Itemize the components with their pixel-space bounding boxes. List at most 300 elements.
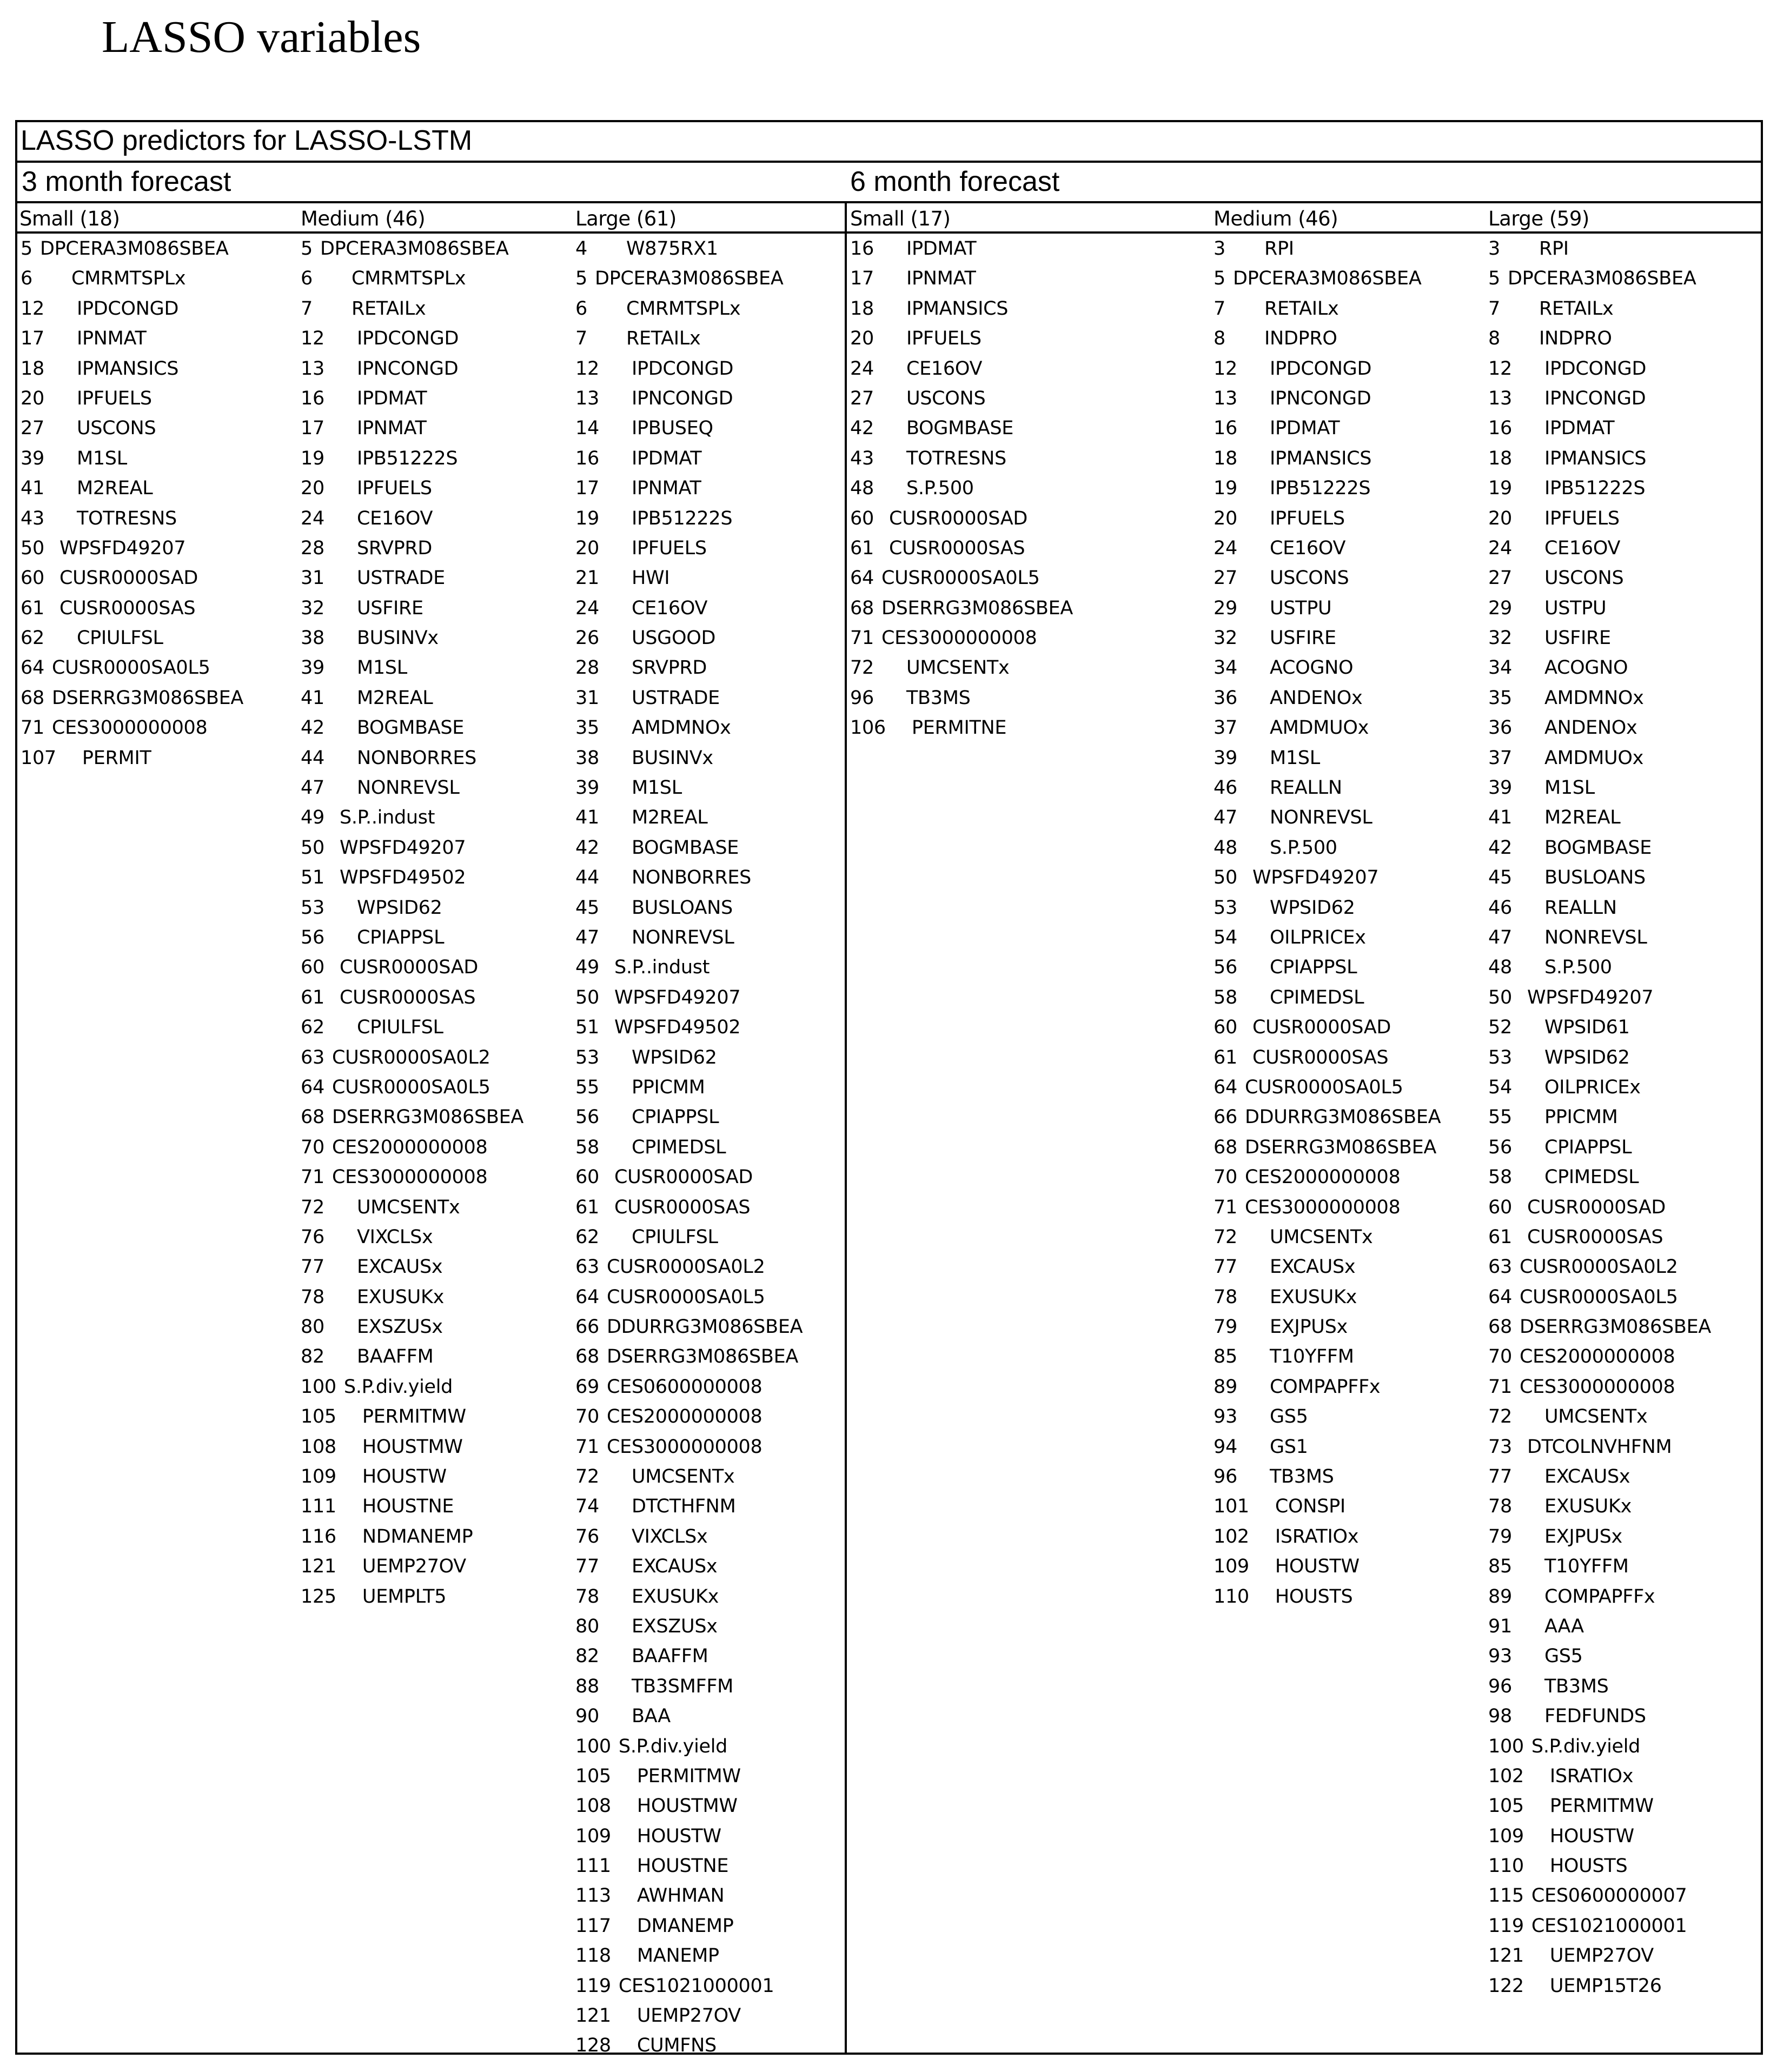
variable-name: USGOOD (631, 627, 716, 649)
variable-name: CES0600000007 (1531, 1885, 1687, 1907)
variable-number: 32 (1214, 627, 1237, 649)
document-title: LASSO variables (102, 12, 421, 62)
variable-name: EXCAUSx (631, 1556, 718, 1578)
variable-number: 12 (301, 328, 324, 350)
variable-row (301, 563, 523, 593)
variable-row (21, 534, 243, 563)
variable-number: 68 (1488, 1316, 1512, 1338)
variable-number: 61 (1214, 1046, 1237, 1068)
variable-number: 5 (1214, 268, 1225, 290)
variable-number: 77 (1214, 1256, 1237, 1278)
variable-row (1214, 1582, 1441, 1612)
variable-row (1488, 1851, 1711, 1881)
variable-number: 49 (301, 807, 324, 829)
variable-row (1488, 1941, 1711, 1971)
variable-name: CE16OV (906, 357, 983, 380)
variable-name: UEMPLT5 (362, 1585, 447, 1608)
variable-name: W875RX1 (626, 238, 718, 260)
variable-name: ACOGNO (1269, 657, 1354, 679)
variable-row (1488, 743, 1711, 773)
variable-row (1214, 1103, 1441, 1132)
variable-name: HOUSTS (1275, 1585, 1353, 1608)
variable-name: RETAILx (1264, 297, 1339, 320)
variable-number: 7 (301, 297, 313, 320)
variable-number: 74 (575, 1496, 599, 1518)
variable-name: TB3MS (1269, 1466, 1334, 1488)
variable-row (1214, 1283, 1441, 1312)
variable-number: 64 (850, 567, 874, 589)
variable-row (301, 354, 523, 384)
variable-row (575, 1103, 803, 1132)
variable-row (1488, 1252, 1711, 1282)
variable-name: VIXCLSx (631, 1525, 708, 1548)
variable-number: 118 (575, 1945, 611, 1967)
variable-number: 50 (21, 537, 44, 559)
variable-number: 50 (1214, 867, 1237, 889)
variable-row (575, 2001, 803, 2031)
variable-number: 105 (301, 1406, 336, 1428)
variable-row (301, 893, 523, 923)
variable-number: 18 (1488, 447, 1512, 469)
variable-row (1488, 324, 1711, 354)
variable-name: CES3000000008 (51, 717, 208, 739)
variable-number: 77 (575, 1556, 599, 1578)
variable-number: 12 (575, 357, 599, 380)
variable-name: IPNMAT (906, 268, 976, 290)
variable-number: 71 (1488, 1376, 1512, 1398)
variable-number: 119 (575, 1975, 611, 1997)
variable-number: 47 (1488, 926, 1512, 948)
variable-row (21, 324, 243, 354)
table-title: LASSO predictors for LASSO-LSTM (21, 125, 473, 156)
variable-number: 109 (1488, 1825, 1524, 1847)
variable-row (1488, 1822, 1711, 1851)
variable-name: IPB51222S (631, 507, 733, 529)
variable-row (575, 563, 803, 593)
variable-row (1488, 1283, 1711, 1312)
variable-name: TOTRESNS (906, 447, 1006, 469)
variable-name: CES3000000008 (1519, 1376, 1675, 1398)
variable-number: 12 (1214, 357, 1237, 380)
variable-number: 18 (850, 297, 874, 320)
variable-number: 128 (575, 2035, 611, 2057)
variable-row (1488, 1971, 1711, 2001)
variable-number: 108 (575, 1795, 611, 1817)
variable-number: 41 (301, 687, 324, 709)
variable-row (1488, 1732, 1711, 1762)
variable-name: OILPRICEx (1269, 926, 1366, 948)
variable-row (21, 713, 243, 743)
variable-name: USTPU (1544, 597, 1607, 619)
variable-row (575, 354, 803, 384)
variable-row (301, 953, 523, 982)
variable-number: 19 (1214, 477, 1237, 500)
variable-name: CPIAPPSL (1269, 957, 1357, 979)
variable-row (850, 713, 1073, 743)
variable-row (1214, 743, 1441, 773)
variable-row (575, 1342, 803, 1372)
variable-number: 72 (301, 1196, 324, 1218)
variable-number: 61 (850, 537, 874, 559)
variable-name: RPI (1539, 238, 1569, 260)
variable-name: COMPAPFFx (1544, 1585, 1655, 1608)
variable-name: PERMITMW (1549, 1795, 1654, 1817)
variable-row (301, 743, 523, 773)
variable-number: 20 (1488, 507, 1512, 529)
variable-name: DMANEMP (636, 1915, 734, 1937)
variable-row (575, 833, 803, 863)
variable-number: 27 (21, 417, 44, 440)
variable-row (21, 653, 243, 683)
variable-number: 39 (21, 447, 44, 469)
variable-name: UMCSENTx (1544, 1406, 1648, 1428)
variable-number: 102 (1214, 1525, 1249, 1548)
variable-number: 70 (1488, 1346, 1512, 1368)
variable-row (21, 594, 243, 623)
variable-name: CUSR0000SA0L5 (331, 1076, 490, 1098)
variable-number: 60 (850, 507, 874, 529)
variable-row (575, 504, 803, 534)
variable-row (575, 653, 803, 683)
variable-row (301, 414, 523, 443)
variable-number: 60 (1214, 1017, 1237, 1039)
variable-number: 96 (1214, 1466, 1237, 1488)
variable-name: WPSID62 (1544, 1046, 1630, 1068)
variable-number: 34 (1488, 657, 1512, 679)
variable-row (575, 1612, 803, 1642)
variable-number: 79 (1488, 1525, 1512, 1548)
variable-row (1488, 1552, 1711, 1582)
variable-row (1488, 1013, 1711, 1042)
variable-number: 90 (575, 1705, 599, 1728)
variable-row (1488, 1372, 1711, 1402)
variable-row (1488, 923, 1711, 953)
variable-row (575, 743, 803, 773)
variable-row (575, 1971, 803, 2001)
variable-row (21, 444, 243, 474)
variable-name: IPB51222S (356, 447, 458, 469)
variable-number: 89 (1214, 1376, 1237, 1398)
variable-name: NONREVSL (631, 926, 734, 948)
variable-number: 68 (301, 1106, 324, 1128)
variable-row (1214, 1312, 1441, 1342)
variable-number: 64 (21, 657, 44, 679)
variable-number: 16 (1488, 417, 1512, 440)
variable-name: HOUSTW (1549, 1825, 1634, 1847)
variable-number: 82 (575, 1645, 599, 1668)
variable-name: TOTRESNS (76, 507, 177, 529)
variable-number: 19 (301, 447, 324, 469)
variable-name: AMDMNOx (1544, 687, 1644, 709)
variable-row (575, 803, 803, 833)
variable-name: PERMITMW (362, 1406, 466, 1428)
variable-name: UEMP27OV (362, 1556, 466, 1578)
variable-row (1214, 623, 1441, 653)
variable-row (1214, 474, 1441, 503)
variable-row (1488, 504, 1711, 534)
variable-name: BUSINVx (356, 627, 439, 649)
variable-row (1214, 563, 1441, 593)
variable-name: CUSR0000SA0L2 (606, 1256, 765, 1278)
variable-row (1488, 1702, 1711, 1731)
variable-name: MANEMP (636, 1945, 719, 1967)
variable-number: 39 (1214, 747, 1237, 769)
variable-row (1488, 713, 1711, 743)
variable-list-6m-small (850, 234, 1073, 743)
variable-number: 42 (575, 836, 599, 859)
variable-name: DSERRG3M086SBEA (331, 1106, 524, 1128)
variable-number: 77 (301, 1256, 324, 1278)
variable-name: EXSZUSx (356, 1316, 443, 1338)
variable-name: CUSR0000SAS (1527, 1226, 1663, 1248)
variable-number: 50 (301, 836, 324, 859)
variable-name: RPI (1264, 238, 1294, 260)
variable-number: 60 (575, 1166, 599, 1188)
variable-number: 106 (850, 717, 886, 739)
variable-number: 26 (575, 627, 599, 649)
variable-number: 64 (301, 1076, 324, 1098)
variable-name: WPSID62 (631, 1046, 717, 1068)
variable-row (1214, 1522, 1441, 1552)
variable-name: IPNMAT (631, 477, 701, 500)
variable-name: BUSLOANS (631, 896, 733, 919)
variable-number: 48 (1488, 957, 1512, 979)
variable-name: IPFUELS (1544, 507, 1620, 529)
variable-row (1488, 833, 1711, 863)
variable-row (1214, 234, 1441, 264)
variable-number: 6 (301, 268, 313, 290)
variable-number: 5 (1488, 268, 1500, 290)
variable-row (575, 1163, 803, 1192)
variable-name: CUSR0000SAS (1252, 1046, 1389, 1068)
variable-number: 111 (301, 1496, 336, 1518)
variable-name: EXJPUSx (1544, 1525, 1622, 1548)
variable-name: IPDCONGD (76, 297, 179, 320)
variable-row (850, 234, 1073, 264)
variable-name: SRVPRD (356, 537, 433, 559)
variable-row (1488, 803, 1711, 833)
divider-forecast-horizons (845, 201, 847, 2055)
variable-row (301, 1492, 523, 1522)
variable-name: M2REAL (631, 807, 708, 829)
variable-row (1214, 1372, 1441, 1402)
variable-row (1488, 1582, 1711, 1612)
variable-name: CUSR0000SA0L2 (331, 1046, 490, 1068)
variable-number: 107 (21, 747, 56, 769)
variable-row (301, 1252, 523, 1282)
variable-name: IPNCONGD (356, 357, 459, 380)
variable-number: 13 (575, 387, 599, 409)
variable-name: INDPRO (1264, 328, 1337, 350)
variable-name: PERMIT (82, 747, 151, 769)
variable-number: 44 (575, 867, 599, 889)
variable-number: 28 (575, 657, 599, 679)
variable-name: M1SL (631, 777, 682, 799)
variable-row (1488, 1402, 1711, 1432)
variable-number: 50 (575, 986, 599, 1008)
variable-name: IPFUELS (631, 537, 707, 559)
variable-number: 52 (1488, 1017, 1512, 1039)
variable-name: IPNCONGD (1269, 387, 1371, 409)
variable-row (575, 1851, 803, 1881)
variable-row (1214, 923, 1441, 953)
variable-name: IPMANSICS (1544, 447, 1647, 469)
variable-row (575, 1582, 803, 1612)
variable-name: BUSINVx (631, 747, 713, 769)
variable-row (301, 1432, 523, 1462)
variable-number: 5 (301, 238, 313, 260)
variable-number: 85 (1214, 1346, 1237, 1368)
variable-row (575, 534, 803, 563)
variable-number: 16 (301, 387, 324, 409)
variable-number: 102 (1488, 1765, 1524, 1787)
variable-name: CES3000000008 (1244, 1196, 1401, 1218)
variable-number: 13 (1214, 387, 1237, 409)
variable-name: WPSID62 (356, 896, 442, 919)
variable-number: 78 (1214, 1286, 1237, 1308)
variable-name: HOUSTNE (636, 1855, 729, 1877)
variable-name: CUSR0000SA0L5 (1519, 1286, 1678, 1308)
variable-name: WPSFD49502 (339, 867, 466, 889)
variable-name: WPSFD49207 (1527, 986, 1654, 1008)
variable-row (1488, 563, 1711, 593)
variable-row (1214, 893, 1441, 923)
variable-name: OILPRICEx (1544, 1076, 1641, 1098)
variable-name: M1SL (1544, 777, 1595, 799)
variable-row (1488, 1342, 1711, 1372)
column-header-6m-small: Small (17) (850, 207, 951, 230)
variable-number: 24 (1214, 537, 1237, 559)
variable-row (1214, 1462, 1441, 1492)
variable-name: CMRMTSPLx (626, 297, 741, 320)
variable-row (850, 563, 1073, 593)
variable-number: 27 (1488, 567, 1512, 589)
variable-number: 19 (575, 507, 599, 529)
variable-name: TB3SMFFM (631, 1675, 734, 1697)
variable-number: 60 (1488, 1196, 1512, 1218)
variable-row (301, 1522, 523, 1552)
variable-name: EXCAUSx (1544, 1466, 1630, 1488)
variable-row (21, 623, 243, 653)
variable-name: IPDMAT (906, 238, 977, 260)
variable-row (575, 294, 803, 324)
variable-number: 20 (301, 477, 324, 500)
variable-name: DPCERA3M086SBEA (320, 238, 509, 260)
variable-name: EXCAUSx (1269, 1256, 1356, 1278)
variable-row (575, 623, 803, 653)
variable-number: 110 (1214, 1585, 1249, 1608)
variable-name: AMDMNOx (631, 717, 731, 739)
variable-row (575, 1732, 803, 1762)
variable-name: ANDENOx (1269, 687, 1363, 709)
variable-name: WPSFD49207 (59, 537, 186, 559)
variable-row (1488, 1163, 1711, 1192)
variable-row (1214, 444, 1441, 474)
column-header-6m-large: Large (59) (1488, 207, 1589, 230)
variable-row (575, 1672, 803, 1702)
variable-name: HOUSTW (362, 1466, 447, 1488)
variable-name: S.P.500 (1269, 836, 1337, 859)
variable-number: 31 (575, 687, 599, 709)
variable-name: IPMANSICS (76, 357, 179, 380)
variable-number: 70 (1214, 1166, 1237, 1188)
variable-name: IPB51222S (1269, 477, 1371, 500)
variable-row (1488, 414, 1711, 443)
variable-row (301, 803, 523, 833)
variable-row (21, 743, 243, 773)
variable-name: CES3000000008 (881, 627, 1037, 649)
variable-number: 64 (1488, 1286, 1512, 1308)
variable-name: USTRADE (631, 687, 720, 709)
variable-name: USFIRE (1269, 627, 1336, 649)
variable-number: 14 (575, 417, 599, 440)
variable-number: 20 (850, 328, 874, 350)
variable-number: 125 (301, 1585, 336, 1608)
variable-row (575, 713, 803, 743)
variable-number: 16 (850, 238, 874, 260)
variable-row (850, 683, 1073, 713)
variable-name: EXCAUSx (356, 1256, 443, 1278)
variable-row (850, 294, 1073, 324)
variable-number: 111 (575, 1855, 611, 1877)
variable-row (1214, 1133, 1441, 1163)
variable-number: 68 (850, 597, 874, 619)
variable-row (1214, 354, 1441, 384)
variable-name: CPIMEDSL (1544, 1166, 1639, 1188)
variable-number: 7 (1214, 297, 1225, 320)
variable-number: 37 (1488, 747, 1512, 769)
variable-row (575, 1881, 803, 1911)
variable-name: EXUSUKx (356, 1286, 445, 1308)
variable-number: 53 (1214, 896, 1237, 919)
variable-name: USTPU (1269, 597, 1332, 619)
variable-row (301, 324, 523, 354)
variable-row (850, 324, 1073, 354)
variable-name: ANDENOx (1544, 717, 1637, 739)
variable-number: 8 (1488, 328, 1500, 350)
variable-number: 94 (1214, 1436, 1237, 1458)
variable-row (1488, 384, 1711, 414)
variable-number: 71 (850, 627, 874, 649)
variable-name: EXUSUKx (631, 1585, 719, 1608)
variable-row (850, 534, 1073, 563)
variable-name: NONREVSL (1544, 926, 1647, 948)
variable-name: EXUSUKx (1269, 1286, 1357, 1308)
variable-name: CUSR0000SAD (59, 567, 198, 589)
variable-number: 66 (1214, 1106, 1237, 1128)
variable-name: INDPRO (1539, 328, 1612, 350)
variable-number: 8 (1214, 328, 1225, 350)
variable-name: CUSR0000SA0L2 (1519, 1256, 1678, 1278)
variable-name: S.P..indust (614, 957, 710, 979)
variable-number: 101 (1214, 1496, 1249, 1518)
variable-number: 78 (575, 1585, 599, 1608)
variable-row (21, 683, 243, 713)
variable-name: EXUSUKx (1544, 1496, 1632, 1518)
variable-name: IPNCONGD (1544, 387, 1646, 409)
variable-name: IPMANSICS (906, 297, 1009, 320)
variable-number: 76 (575, 1525, 599, 1548)
variable-row (1214, 1252, 1441, 1282)
variable-row (1488, 264, 1711, 294)
variable-number: 68 (21, 687, 44, 709)
variable-number: 38 (301, 627, 324, 649)
variable-row (1214, 683, 1441, 713)
variable-number: 89 (1488, 1585, 1512, 1608)
variable-name: PERMITNE (911, 717, 1007, 739)
variable-row (1214, 504, 1441, 534)
variable-number: 3 (1488, 238, 1500, 260)
